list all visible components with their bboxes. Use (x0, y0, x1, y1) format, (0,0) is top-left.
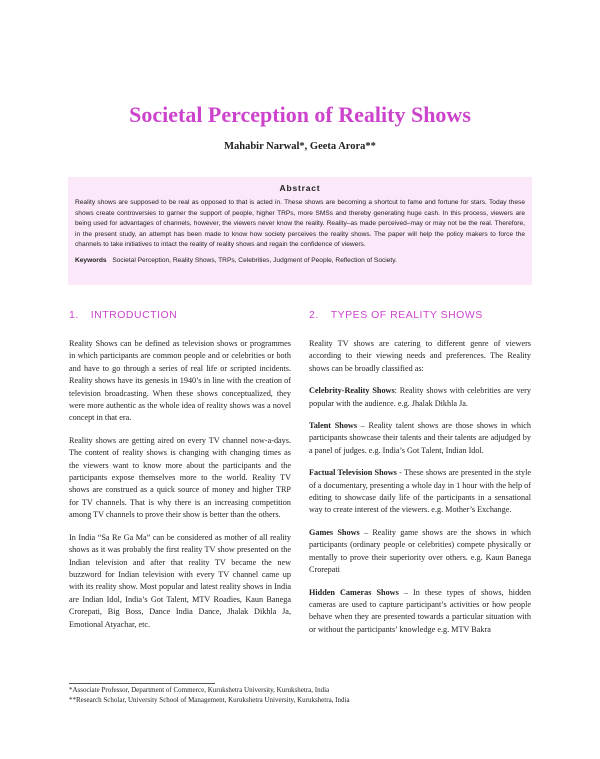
paper-title: Societal Perception of Reality Shows (129, 102, 471, 127)
section-title: TYPES OF REALITY SHOWS (330, 309, 483, 321)
section-number: 1. (69, 309, 79, 321)
section-heading-introduction (69, 309, 291, 323)
authors: Mahabir Narwal*, Geeta Arora** (224, 141, 376, 152)
section-number: 2. (309, 309, 319, 321)
footnotes (69, 686, 539, 705)
abstract-heading: Abstract (279, 183, 321, 193)
section-heading-types (309, 309, 531, 323)
type-item (309, 385, 531, 410)
footnote: *Associate Professor, Department of Commerce, Kurukshetra University, Kurukshetra, India (69, 686, 330, 694)
type-term: Celebrity-Reality Shows (309, 386, 395, 396)
paragraph: Reality shows are getting aired on every TV channel now-a-days. The content of reality shows is changing with changing times as the viewers want to know more about the participants and the participants expose themselves more to the world. Reality TV shows are construed as a quick source of money and higher TRP for TV channels. That is why there is an increasing competition among TV channels to prove their show is better than the others. (69, 435, 291, 520)
type-item (309, 467, 531, 517)
type-text: – In these types of shows, hidden cameras are used to capture participant’s activities or how people behave when they are presented towards a particular situation with or without the participants’ knowledge e.g. MTV Bakra (309, 587, 531, 634)
type-text: : Reality shows with celebrities are very popular with the audience. e.g. Jhalak Dikhla Ja. (309, 386, 532, 408)
paragraph: Reality TV shows are catering to different genre of viewers according to their viewing needs and preferences. The Reality shows can be broadly classified as: (309, 339, 531, 373)
type-item (309, 527, 531, 577)
type-text: - These shows are presented in the style of a documentary, presenting a whole day in 1 hour with the help of editing to showcase daily life of the participants in a sensational way to create interest of the viewers. e.g. Mother’s Exchange. (309, 468, 531, 515)
type-item (309, 420, 531, 457)
type-term: Hidden Cameras Shows (309, 587, 399, 597)
left-column (69, 309, 291, 641)
abstract-text: Reality shows are supposed to be real as opposed to that is acted in. These shows are becoming a shortcut to fame and fortune for stars. Today these shows create controversies to garner the support of people, higher TRPs, more SMSs and thereby generating huge cash. In this process, viewers are being used for advantages of channels, however, the viewers never know the reality. Reality–as made perceived–may or may not be the real. Therefore, in the present study, an attempt has been made to know how society perceives the reality shows. The paper will help the policy makers to force the channels to take initiatives to intact the reality of reality shows and regain the confidence of viewers. (75, 199, 525, 249)
type-item (309, 587, 531, 637)
footnote-divider (69, 683, 215, 684)
type-text: – Reality talent shows are those shows in which participants showcase their talents and their talents are adjudged by a panel of judges. e.g. India’s Got Talent, Indian Idol. (309, 421, 531, 455)
footnote: **Research Scholar, University School of Management, Kurukshetra University, Kurukshetra, India (69, 695, 350, 704)
abstract-box (68, 177, 532, 285)
right-column (309, 309, 531, 646)
type-term: Games Shows (309, 527, 360, 537)
type-text: – Reality game shows are the shows in which participants (ordinary people or celebrities) compete physically or mentally to prove their superiority over others. e.g. Kaun Banega Crorepati (309, 527, 531, 575)
paragraph: Reality Shows can be defined as television shows or programmes in which participants are common people and or celebrities or both and have to go through a series of real life or scripted incidents. Reality shows have its genesis in 1940’s in line with the creation of television broadcasting. When these shows conceptualized, they were more authentic as the whole idea of reality shows was a novel concept in that era. (69, 339, 291, 423)
type-term: Factual Television Shows (309, 468, 397, 478)
paragraph: In India “Sa Re Ga Ma” can be considered as mother of all reality shows as it was probably the first reality TV show presented on the Indian television and after that reality TV became the new buzzword for Indian television with every TV channel came up with its reality show. Most popular and latest reality shows in India are Indian Idol, India’s Got Talent, MTV Roadies, Kaun Banega Crorepati, Big Boss, Dance India Dance, Jhalak Dikhla Ja, Emotional Atyachar, etc. (69, 532, 291, 629)
keywords-label: Keywords (75, 256, 107, 264)
keywords-text: Societal Perception, Reality Shows, TRPs, Celebrities, Judgment of People, Reflection of Society. (112, 256, 397, 264)
keywords (75, 256, 525, 266)
section-title: INTRODUCTION (90, 309, 178, 321)
type-term: Talent Shows (309, 421, 358, 431)
